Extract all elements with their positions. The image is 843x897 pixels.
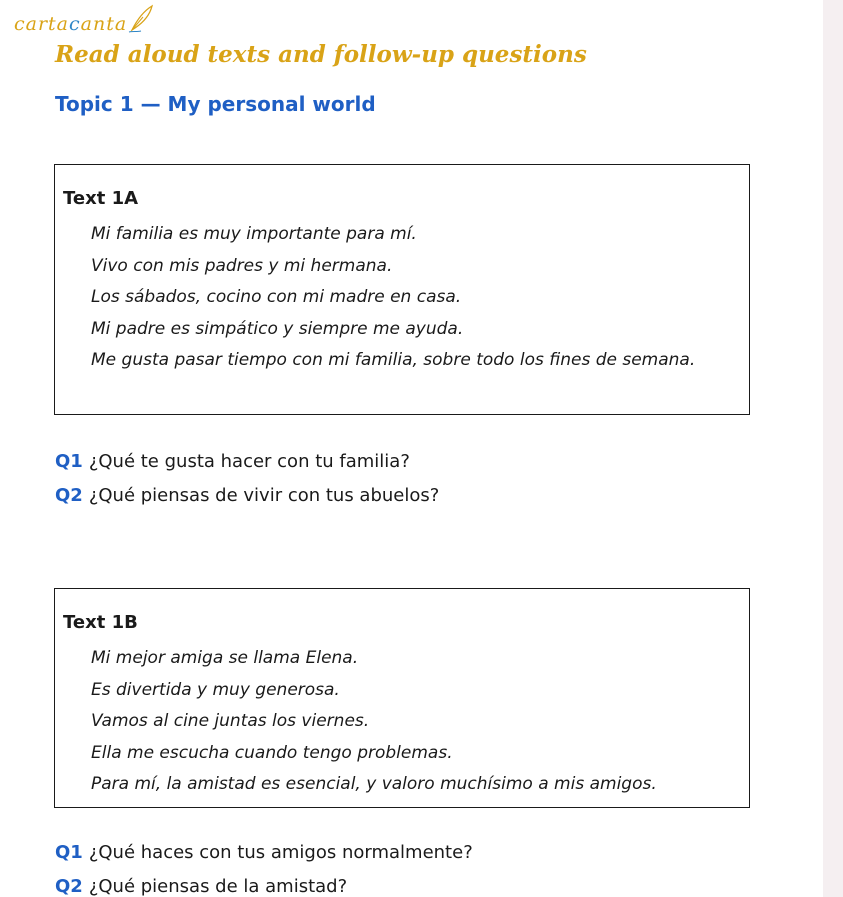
text-box-1b [54, 588, 750, 808]
text-line: Mi padre es simpático y siempre me ayuda. [91, 318, 464, 339]
question-text: ¿Qué haces con tus amigos normalmente? [88, 842, 473, 863]
text-line: Mi familia es muy importante para mí. [91, 224, 417, 244]
question-text: ¿Qué piensas de vivir con tus abuelos? [88, 485, 440, 506]
question-item [55, 872, 473, 897]
questions-1b [55, 838, 473, 897]
text-line: Para mí, la amistad es esencial, y valoro muchísimo a mis amigos. [91, 774, 657, 794]
questions-1a [55, 447, 439, 515]
text-lines [91, 219, 695, 377]
text-lines [91, 643, 657, 801]
text-line: Vamos al cine juntas los viernes. [91, 711, 370, 731]
text-line: Me gusta pasar tiempo con mi familia, sobre todo los fines de semana. [91, 350, 696, 370]
quill-pen-icon [128, 4, 154, 34]
text-line: Ella me escucha cuando tengo problemas. [91, 742, 453, 763]
right-margin-strip [823, 0, 843, 897]
text-line: Los sábados, cocino con mi madre en casa. [91, 287, 462, 307]
question-item [55, 481, 439, 515]
text-line: Vivo con mis padres y mi hermana. [91, 255, 393, 276]
text-label: Text 1B [63, 612, 138, 633]
question-text: ¿Qué te gusta hacer con tu familia? [88, 451, 410, 472]
text-label: Text 1A [63, 188, 139, 209]
question-item [55, 838, 473, 872]
question-text: ¿Qué piensas de la amistad? [88, 876, 348, 897]
question-number: Q2 [55, 876, 83, 897]
question-number: Q2 [55, 485, 83, 506]
question-number: Q1 [55, 451, 83, 472]
question-number: Q1 [55, 842, 83, 863]
question-item [55, 447, 439, 481]
cartacanta-logo [14, 2, 154, 34]
text-line: Mi mejor amiga se llama Elena. [91, 648, 359, 668]
topic-heading: Topic 1 — My personal world [55, 92, 376, 116]
page-title: Read aloud texts and follow-up questions [55, 41, 587, 68]
logo-wordmark: cartacanta [14, 13, 128, 35]
text-line: Es divertida y muy generosa. [91, 679, 340, 700]
text-box-1a [54, 164, 750, 415]
